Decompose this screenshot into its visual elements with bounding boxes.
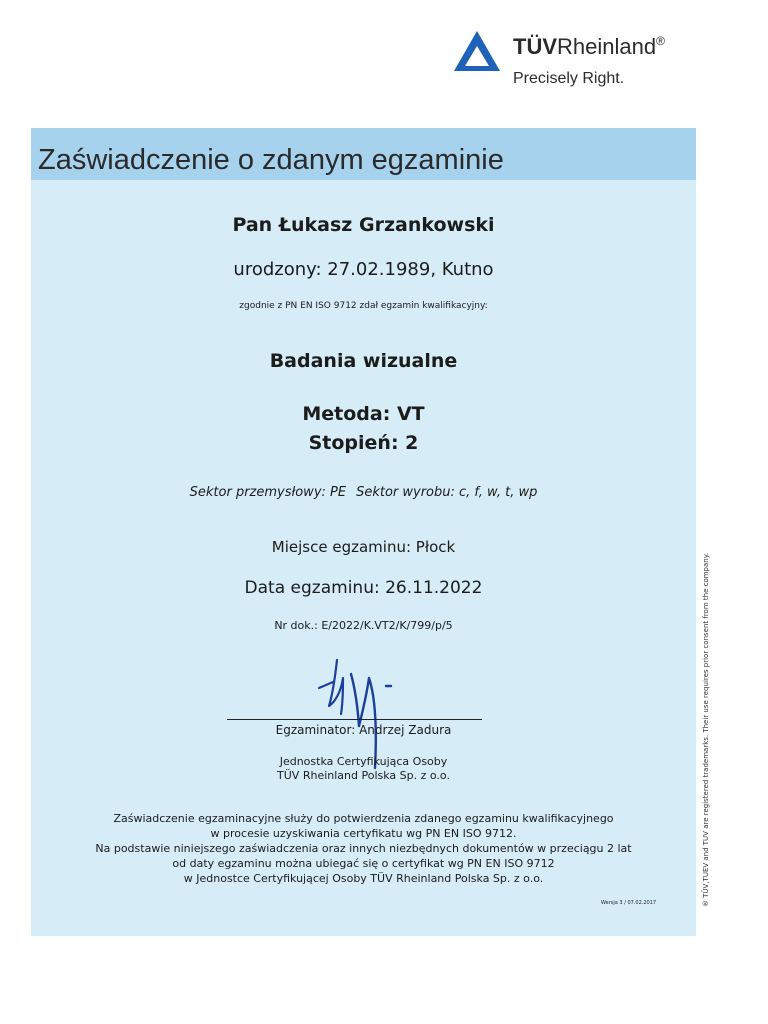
note-line: w Jednostce Certyfikującej Osoby TÜV Rheinland Polska Sp. z o.o. bbox=[183, 872, 544, 885]
company-name: TÜV Rheinland Polska Sp. z o.o. bbox=[277, 769, 450, 782]
logo-company-name bbox=[513, 34, 665, 60]
certification-unit: Jednostka Certyfikująca Osoby bbox=[279, 755, 448, 768]
exam-level: Stopień: 2 bbox=[308, 432, 419, 454]
logo-name-bold: TÜV bbox=[513, 34, 557, 59]
tuv-rheinland-logo bbox=[453, 28, 703, 92]
examiner-name: Egzaminator: Andrzej Zadura bbox=[275, 723, 452, 737]
tuv-triangle-logo-icon bbox=[453, 30, 501, 72]
product-sector: Sektor wyrobu: c, f, w, t, wp bbox=[356, 485, 538, 500]
trademark-notice-container bbox=[699, 520, 713, 940]
trademark-notice: ® TÜV,TUEV and TUV are registered trademarks. Their use requires prior consent from the company. bbox=[702, 552, 710, 908]
logo-tagline: Precisely Right. bbox=[513, 70, 625, 87]
note-line: Na podstawie niniejszego zaświadczenia oraz innych niezbędnych dokumentów w przeciągu 2 lat bbox=[95, 842, 632, 855]
exam-method: Metoda: VT bbox=[302, 403, 425, 425]
registered-mark: ® bbox=[656, 34, 665, 48]
certificate-title: Zaświadczenie o zdanym egzaminie bbox=[38, 144, 504, 176]
note-line: Zaświadczenie egzaminacyjne służy do potwierdzenia zdanego egzaminu kwalifikacyjnego bbox=[113, 812, 614, 825]
signature-line bbox=[227, 719, 482, 720]
logo-name-regular: Rheinland bbox=[557, 34, 657, 59]
holder-name: Pan Łukasz Grzankowski bbox=[232, 214, 495, 236]
sector-line bbox=[31, 485, 696, 500]
title-band bbox=[31, 128, 696, 180]
exam-basis: zgodnie z PN EN ISO 9712 zdał egzamin kwalifikacyjny: bbox=[239, 301, 488, 311]
exam-date: Data egzaminu: 26.11.2022 bbox=[244, 578, 483, 598]
note-line: w procesie uzyskiwania certyfikatu wg PN EN ISO 9712. bbox=[210, 827, 517, 840]
exam-type: Badania wizualne bbox=[269, 350, 458, 372]
note-line: od daty egzaminu można ubiegać się o certyfikat wg PN EN ISO 9712 bbox=[172, 857, 555, 870]
exam-place: Miejsce egzaminu: Płock bbox=[271, 538, 456, 556]
certificate-panel bbox=[31, 128, 696, 936]
form-version: Wersja 3 / 07.02.2017 bbox=[601, 900, 657, 906]
certificate-note bbox=[31, 811, 696, 886]
document-number: Nr dok.: E/2022/K.VT2/K/799/p/5 bbox=[274, 619, 453, 632]
birth-info: urodzony: 27.02.1989, Kutno bbox=[233, 259, 494, 280]
industry-sector: Sektor przemysłowy: PE bbox=[189, 485, 347, 500]
